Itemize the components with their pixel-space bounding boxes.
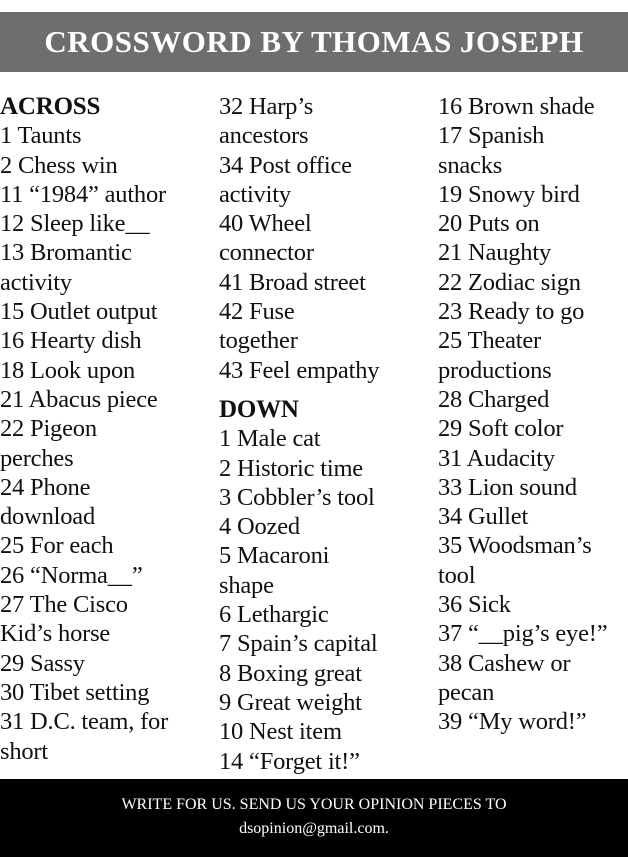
down-heading: DOWN: [219, 395, 299, 423]
clue-line: 1 Taunts: [0, 122, 82, 150]
down-clue-38: [438, 649, 628, 708]
footer-line-1: WRITE FOR US. SEND US YOUR OPINION PIECES TO: [121, 796, 507, 813]
across-clue-13: [0, 238, 214, 297]
down-clue-6: [219, 600, 433, 629]
clue-line: 40 Wheel: [219, 210, 312, 238]
down-clue-28: [438, 385, 628, 414]
clue-line: tool: [438, 561, 476, 589]
clue-line: 30 Tibet setting: [0, 678, 150, 706]
across-clue-27: [0, 590, 214, 649]
clue-line: ancestors: [219, 122, 309, 150]
clue-line: 11 “1984” author: [0, 180, 166, 208]
clue-line: 17 Spanish: [438, 122, 545, 150]
footer-banner: [0, 779, 628, 857]
clue-line: 31 Audacity: [438, 444, 555, 472]
clue-line: activity: [0, 268, 72, 296]
clue-line: 14 “Forget it!”: [219, 747, 360, 775]
clue-line: 7 Spain’s capital: [219, 630, 378, 658]
clue-line: productions: [438, 356, 552, 384]
across-clue-12: [0, 209, 214, 238]
clue-line: perches: [0, 444, 74, 472]
clue-line: 16 Hearty dish: [0, 327, 142, 355]
clue-line: 16 Brown shade: [438, 93, 595, 120]
across-clue-16: [0, 326, 214, 355]
clue-line: 37 “__pig’s eye!”: [438, 620, 608, 648]
down-clue-8: [219, 659, 433, 688]
down-clue-1: [219, 424, 433, 453]
down-clue-35: [438, 531, 628, 590]
across-clue-15: [0, 297, 214, 326]
across-clue-40: [219, 209, 433, 268]
clue-line: 23 Ready to go: [438, 298, 585, 326]
down-clue-36: [438, 590, 628, 619]
clue-line: 34 Post office: [219, 151, 352, 179]
clue-line: 21 Naughty: [438, 239, 551, 267]
clue-line: 26 “Norma__”: [0, 561, 143, 589]
clue-line: 39 “My word!”: [438, 708, 587, 736]
clue-line: 22 Pigeon: [0, 415, 97, 443]
clue-line: activity: [219, 180, 291, 208]
clue-line: 9 Great weight: [219, 688, 362, 716]
clue-line: 27 The Cisco: [0, 591, 128, 619]
clue-line: 28 Charged: [438, 385, 550, 413]
down-clue-7: [219, 629, 433, 658]
across-clue-22: [0, 414, 214, 473]
clue-column-2: [219, 92, 433, 776]
down-clue-4: [219, 512, 433, 541]
clue-line: 20 Puts on: [438, 210, 540, 238]
clue-line: Kid’s horse: [0, 620, 111, 648]
clue-line: download: [0, 503, 96, 531]
down-clue-17: [438, 121, 628, 180]
clue-line: 2 Chess win: [0, 151, 118, 179]
across-clue-34: [219, 151, 433, 210]
clue-line: 36 Sick: [438, 591, 511, 619]
clue-line: 1 Male cat: [219, 425, 321, 453]
clue-line: 42 Fuse: [219, 298, 295, 326]
across-clue-41: [219, 268, 433, 297]
across-clue-24: [0, 473, 214, 532]
clue-line: 19 Snowy bird: [438, 180, 580, 208]
clue-line: 35 Woodsman’s: [438, 532, 592, 560]
down-clue-37: [438, 619, 628, 648]
down-clue-39: [438, 707, 628, 736]
section-gap: [219, 385, 433, 395]
down-clue-23: [438, 297, 628, 326]
clue-line: 6 Lethargic: [219, 601, 329, 629]
clue-line: 12 Sleep like__: [0, 210, 150, 238]
across-clue-30: [0, 678, 214, 707]
across-heading: ACROSS: [0, 93, 101, 120]
clue-line: 34 Gullet: [438, 503, 529, 531]
clue-line: connector: [219, 239, 314, 267]
clue-line: 21 Abacus piece: [0, 385, 158, 413]
clue-line: 41 Broad street: [219, 268, 366, 296]
across-clue-21: [0, 385, 214, 414]
across-clue-29: [0, 649, 214, 678]
clue-line: 29 Sassy: [0, 649, 85, 677]
across-clue-2: [0, 151, 214, 180]
down-clue-3: [219, 483, 433, 512]
across-clue-26: [0, 561, 214, 590]
down-clue-29: [438, 414, 628, 443]
down-clue-21: [438, 238, 628, 267]
clue-line: short: [0, 737, 49, 765]
clue-line: shape: [219, 571, 274, 599]
across-clue-31: [0, 707, 214, 766]
clue-line: 13 Bromantic: [0, 239, 132, 267]
across-clue-1: [0, 121, 214, 150]
down-clue-5: [219, 541, 433, 600]
clue-line: 8 Boxing great: [219, 659, 362, 687]
clue-line: pecan: [438, 678, 495, 706]
clue-line: 32 Harp’s: [219, 93, 314, 120]
down-clue-2: [219, 454, 433, 483]
across-clue-32: [219, 92, 433, 151]
clue-line: 29 Soft color: [438, 415, 564, 443]
clue-line: 3 Cobbler’s tool: [219, 483, 375, 511]
across-clue-11: [0, 180, 214, 209]
across-clue-42: [219, 297, 433, 356]
clue-line: 2 Historic time: [219, 454, 363, 482]
clue-line: 25 For each: [0, 532, 114, 560]
clue-line: 4 Oozed: [219, 513, 300, 541]
clue-line: 18 Look upon: [0, 356, 136, 384]
clue-line: 22 Zodiac sign: [438, 268, 581, 296]
down-clue-34: [438, 502, 628, 531]
down-clue-25: [438, 326, 628, 385]
across-clue-25: [0, 531, 214, 560]
clue-column-3: [438, 92, 628, 737]
clue-line: 43 Feel empathy: [219, 356, 380, 384]
clue-line: snacks: [438, 151, 503, 179]
down-clue-9: [219, 688, 433, 717]
down-clue-16: [438, 92, 628, 121]
footer-email: dsopinion@gmail.com.: [239, 820, 389, 837]
page-title: CROSSWORD BY THOMAS JOSEPH: [0, 12, 628, 72]
down-clue-14: [219, 747, 433, 776]
down-clue-22: [438, 268, 628, 297]
clue-line: 33 Lion sound: [438, 473, 577, 501]
down-clue-10: [219, 717, 433, 746]
clue-line: together: [219, 327, 298, 355]
down-clue-31: [438, 444, 628, 473]
down-clue-33: [438, 473, 628, 502]
down-clue-20: [438, 209, 628, 238]
clue-line: 15 Outlet output: [0, 298, 158, 326]
down-clue-19: [438, 180, 628, 209]
clue-line: 25 Theater: [438, 327, 541, 355]
clue-column-1: [0, 92, 214, 766]
across-clue-43: [219, 356, 433, 385]
clue-line: 31 D.C. team, for: [0, 708, 169, 736]
clue-line: 10 Nest item: [219, 718, 342, 746]
clue-line: 5 Macaroni: [219, 542, 330, 570]
clue-line: 24 Phone: [0, 473, 91, 501]
clue-line: 38 Cashew or: [438, 649, 571, 677]
across-clue-18: [0, 356, 214, 385]
